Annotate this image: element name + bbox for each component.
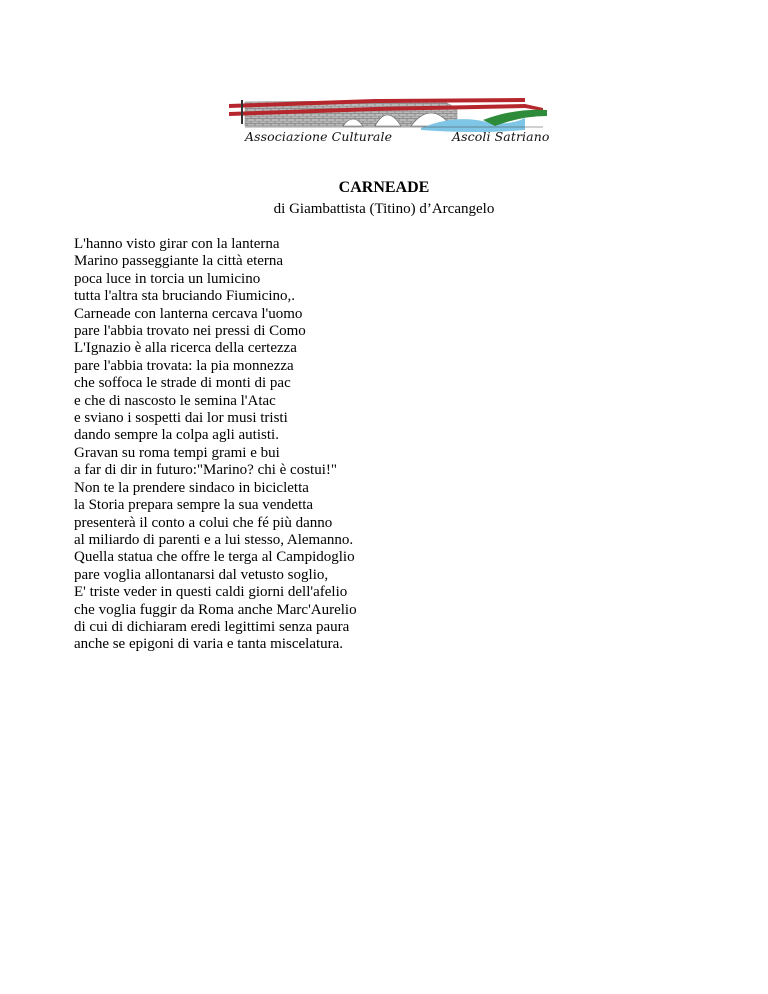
poem-line: poca luce in torcia un lumicino: [74, 270, 261, 287]
poem-line: la Storia prepara sempre la sua vendetta: [74, 497, 314, 514]
poem-line: al miliardo di parenti e a lui stesso, Alemanno.: [74, 531, 354, 548]
poem-line: L'Ignazio è alla ricerca della certezza: [74, 340, 297, 357]
association-logo: [225, 96, 550, 150]
poem-line: Carneade con lanterna cercava l'uomo: [74, 305, 303, 322]
poem-line: L'hanno visto girar con la lanterna: [74, 236, 280, 252]
poem-line: Gravan su roma tempi grami e bui: [74, 444, 280, 461]
poem-line: dando sempre la colpa agli autisti.: [74, 427, 279, 444]
poem-line: Quella statua che offre le terga al Campidoglio: [74, 549, 355, 566]
poem-title: CARNEADE: [338, 179, 430, 196]
poem-author: di Giambattista (Titino) d’Arcangelo: [273, 201, 495, 217]
poem-line: pare l'abbia trovato nei pressi di Como: [74, 323, 306, 340]
poem-line: che voglia fuggir da Roma anche Marc'Aurelio: [74, 601, 357, 618]
poem-line: Marino passeggiante la città eterna: [74, 253, 284, 270]
logo-text-town: Ascoli Satriano: [452, 129, 550, 144]
poem-line: di cui di dichiaram eredi legittimi senza paura: [74, 618, 350, 635]
poem-body: [74, 236, 357, 654]
poem-line: E' triste veder in questi caldi giorni dell'afelio: [74, 584, 348, 601]
poem-line: presenterà il conto a colui che fé più danno: [74, 514, 333, 531]
poem-line: e che di nascosto le semina l'Atac: [74, 392, 276, 409]
poem-line: anche se epigoni di varia e tanta miscelatura.: [74, 636, 344, 653]
poem-line: a far di dir in futuro:"Marino? chi è costui!": [74, 462, 337, 479]
flag-pole: [241, 100, 243, 124]
poem-line: e sviano i sospetti dai lor musi tristi: [74, 410, 288, 427]
poem-line: che soffoca le strade di monti di pac: [74, 375, 291, 392]
poem-line: pare voglia allontanarsi dal vetusto soglio,: [74, 566, 329, 583]
poem-line: pare l'abbia trovata: la pia monnezza: [74, 357, 294, 374]
poem-line: tutta l'altra sta bruciando Fiumicino,.: [74, 288, 295, 305]
poem-line: Non te la prendere sindaco in bicicletta: [74, 479, 309, 496]
logo-text-association: Associazione Culturale: [245, 129, 393, 144]
